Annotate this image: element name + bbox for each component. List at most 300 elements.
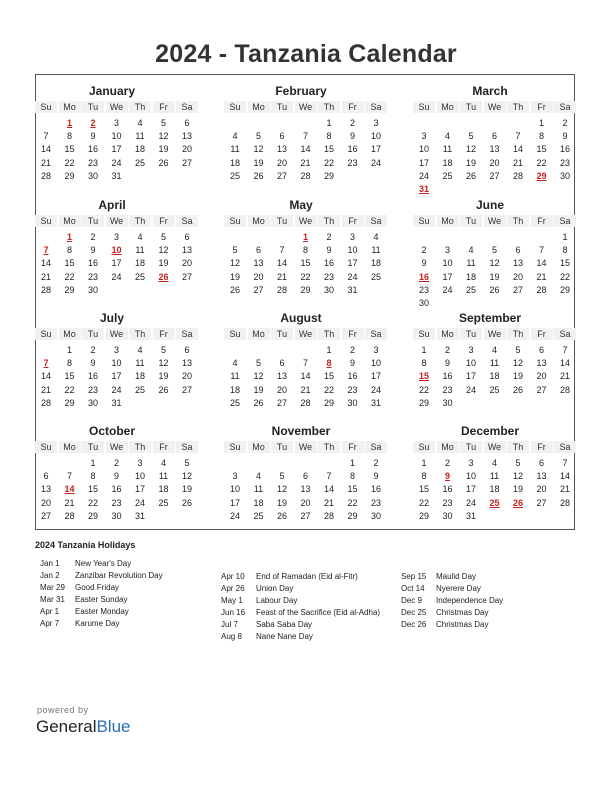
day-cell: 21	[559, 371, 570, 382]
weekday-header: Tu	[460, 441, 482, 453]
day-cell: 20	[512, 271, 523, 282]
weekday-header: Sa	[554, 101, 576, 113]
day-cell: 24	[111, 271, 122, 282]
day-cell: 28	[323, 510, 334, 521]
weekday-header: Tu	[271, 441, 293, 453]
holiday-row	[401, 619, 503, 631]
day-cell: 14	[40, 258, 51, 269]
day-cell: 13	[253, 258, 264, 269]
day-cell: 6	[184, 345, 190, 355]
day-cell: 29	[323, 170, 334, 181]
day-cell: 7	[538, 245, 544, 256]
day-cell: 19	[229, 271, 240, 282]
weekday-header: Sa	[554, 441, 576, 453]
weekday-header: Th	[129, 328, 151, 340]
weekday-header: Tu	[460, 215, 482, 227]
day-cell: 3	[468, 458, 474, 468]
day-cell: 19	[158, 144, 169, 155]
day-cell: 11	[442, 144, 453, 155]
month-name: January	[88, 84, 136, 98]
day-cell: 23	[370, 497, 381, 508]
weekday-header: Th	[318, 101, 340, 113]
day-cell: 20	[276, 157, 287, 168]
weekday-header: Fr	[342, 441, 364, 453]
day-cell: 3	[373, 118, 379, 128]
weekday-header: Mo	[248, 441, 270, 453]
day-cell: 21	[559, 484, 570, 495]
day-cell: 7	[515, 131, 521, 142]
day-cell: 28	[64, 510, 75, 521]
day-cell: 26	[489, 284, 500, 295]
weekday-header: Tu	[460, 101, 482, 113]
day-cell: 10	[370, 131, 381, 142]
day-cell: 2	[562, 118, 568, 128]
day-cell: 7	[326, 471, 332, 482]
day-cell: 21	[40, 271, 51, 282]
day-cell: 7	[279, 245, 285, 256]
weekday-header: Mo	[437, 101, 459, 113]
day-cell: 14	[300, 371, 311, 382]
day-cell: 11	[135, 358, 145, 369]
day-cell: 29	[300, 284, 311, 295]
day-cell: 5	[515, 345, 521, 355]
day-cell: 7	[302, 358, 308, 369]
weekday-header: Fr	[342, 101, 364, 113]
holidays-heading: 2024 Tanzania Holidays	[35, 540, 136, 550]
weekday-header: We	[484, 101, 506, 113]
day-cell: 10	[370, 358, 381, 369]
day-cell: 21	[300, 157, 311, 168]
day-cell: 19	[512, 484, 523, 495]
day-cell: 16	[370, 484, 381, 495]
day-cell: 11	[466, 258, 476, 269]
holiday-column	[401, 571, 503, 631]
day-cell: 6	[491, 131, 497, 142]
day-cell: 24	[229, 510, 240, 521]
weekday-header: Fr	[531, 101, 553, 113]
day-cell: 13	[512, 258, 523, 269]
day-cell: 14	[512, 144, 523, 155]
day-cell: 26	[229, 284, 240, 295]
holiday-date: Apr 7	[40, 619, 60, 628]
day-cell: 9	[562, 131, 568, 142]
day-cell: 13	[276, 144, 287, 155]
day-cell: 24	[134, 497, 145, 508]
day-cell: 24	[111, 157, 122, 168]
weekday-header: Mo	[248, 328, 270, 340]
day-cell: 14	[276, 258, 287, 269]
day-cell: 21	[40, 157, 51, 168]
month-name: May	[289, 198, 313, 212]
weekday-header: Su	[35, 101, 57, 113]
day-cell: 17	[418, 157, 429, 168]
day-cell: 8	[326, 131, 332, 142]
weekday-header: Th	[129, 441, 151, 453]
day-cell: 16	[347, 144, 358, 155]
day-cell: 11	[489, 358, 500, 369]
day-cell: 28	[40, 284, 51, 295]
day-cell: 26	[158, 384, 169, 395]
day-cell: 8	[421, 471, 427, 482]
day-cell: 20	[276, 384, 287, 395]
day-cell: 28	[559, 497, 570, 508]
day-cell: 22	[64, 157, 75, 168]
day-cell: 24	[347, 271, 358, 282]
day-cell: 12	[253, 144, 264, 155]
day-cell: 7	[43, 131, 49, 142]
day-cell: 2	[373, 458, 379, 468]
day-cell: 9	[349, 358, 355, 369]
day-cell: 6	[255, 245, 261, 256]
day-cell: 10	[418, 144, 429, 155]
holiday-name: Nyerere Day	[436, 584, 481, 593]
day-cell: 12	[489, 258, 500, 269]
brand-blue-text: Blue	[96, 717, 131, 736]
day-cell: 12	[181, 471, 192, 482]
holiday-day-cell: 31	[418, 184, 429, 194]
weekday-header: Su	[224, 101, 246, 113]
day-cell: 2	[90, 345, 96, 355]
day-cell: 24	[111, 384, 122, 395]
holiday-date: Jul 7	[221, 620, 238, 629]
day-cell: 15	[87, 484, 98, 495]
day-cell: 2	[444, 458, 450, 468]
day-cell: 25	[253, 510, 264, 521]
holiday-name: Easter Sunday	[75, 595, 128, 604]
day-cell: 5	[255, 358, 261, 369]
holiday-date: Jan 2	[40, 571, 60, 580]
weekday-header: Sa	[365, 101, 387, 113]
day-cell: 8	[538, 131, 544, 142]
day-cell: 4	[232, 358, 238, 369]
day-cell: 1	[326, 118, 332, 128]
day-cell: 23	[111, 497, 122, 508]
day-cell: 2	[349, 345, 355, 355]
day-cell: 9	[444, 358, 450, 369]
day-cell: 21	[323, 497, 334, 508]
day-cell: 17	[111, 258, 122, 269]
holiday-day-cell: 15	[418, 371, 429, 382]
weekday-header: We	[484, 441, 506, 453]
page-title: 2024 - Tanzania Calendar	[155, 40, 457, 68]
holiday-day-cell: 26	[158, 271, 169, 282]
holiday-name: New Year's Day	[75, 559, 132, 568]
weekday-header: Sa	[365, 215, 387, 227]
day-cell: 27	[512, 284, 523, 295]
day-cell: 22	[418, 497, 429, 508]
weekday-header: Tu	[271, 215, 293, 227]
holiday-day-cell: 26	[512, 497, 523, 508]
day-cell: 21	[40, 384, 51, 395]
day-cell: 2	[326, 232, 332, 242]
day-cell: 28	[536, 284, 547, 295]
holiday-row	[40, 606, 163, 618]
day-cell: 28	[512, 170, 523, 181]
weekday-header: Fr	[531, 328, 553, 340]
weekday-header: Su	[413, 215, 435, 227]
month-name: December	[460, 424, 520, 438]
day-cell: 9	[326, 245, 332, 256]
day-cell: 26	[253, 397, 264, 408]
day-cell: 26	[181, 497, 192, 508]
day-cell: 30	[370, 510, 381, 521]
day-cell: 12	[512, 471, 523, 482]
day-cell: 6	[302, 471, 308, 482]
day-cell: 23	[87, 271, 98, 282]
day-cell: 9	[90, 358, 96, 369]
day-cell: 21	[536, 271, 547, 282]
month-name: April	[98, 198, 126, 212]
day-cell: 6	[279, 358, 285, 369]
weekday-header: Su	[35, 215, 57, 227]
weekday-header: Fr	[531, 441, 553, 453]
day-cell: 10	[111, 131, 122, 142]
holiday-name: Karume Day	[75, 619, 120, 628]
holiday-name: Nane Nane Day	[256, 632, 313, 641]
weekday-header: Tu	[82, 441, 104, 453]
day-cell: 5	[255, 131, 261, 142]
holiday-row	[40, 570, 163, 582]
day-cell: 23	[442, 497, 453, 508]
weekday-header: Mo	[437, 215, 459, 227]
day-cell: 4	[137, 232, 143, 242]
weekday-header: Sa	[176, 101, 198, 113]
day-cell: 18	[134, 371, 145, 382]
weekday-header: Su	[224, 215, 246, 227]
weekday-header: Su	[35, 328, 57, 340]
holiday-name: Easter Monday	[75, 607, 129, 616]
weekday-header: Fr	[153, 441, 175, 453]
day-cell: 4	[137, 345, 143, 355]
day-cell: 11	[253, 484, 264, 495]
holiday-day-cell: 8	[326, 358, 332, 369]
day-cell: 16	[347, 371, 358, 382]
day-cell: 28	[276, 284, 287, 295]
day-cell: 30	[442, 397, 453, 408]
day-cell: 25	[465, 284, 476, 295]
day-cell: 5	[160, 118, 166, 128]
day-cell: 8	[90, 471, 96, 482]
weekday-header: Su	[35, 441, 57, 453]
weekday-header: Mo	[437, 441, 459, 453]
day-cell: 4	[373, 232, 379, 242]
weekday-header: Mo	[59, 328, 81, 340]
weekday-header: Tu	[82, 101, 104, 113]
weekday-header: Th	[129, 215, 151, 227]
day-cell: 24	[442, 284, 453, 295]
holiday-row	[40, 594, 163, 606]
day-cell: 23	[442, 384, 453, 395]
holiday-name: Maulid Day	[436, 572, 477, 581]
day-cell: 21	[300, 384, 311, 395]
month-name: March	[472, 84, 508, 98]
day-cell: 26	[512, 384, 523, 395]
day-cell: 31	[134, 510, 145, 521]
day-cell: 15	[418, 484, 429, 495]
day-cell: 18	[465, 271, 476, 282]
weekday-header: Tu	[82, 328, 104, 340]
holiday-row	[221, 571, 380, 583]
holiday-row	[401, 595, 503, 607]
day-cell: 12	[465, 144, 476, 155]
day-cell: 13	[300, 484, 311, 495]
day-cell: 31	[111, 397, 122, 408]
day-cell: 1	[421, 458, 427, 468]
weekday-header: We	[295, 441, 317, 453]
day-cell: 13	[536, 471, 547, 482]
day-cell: 10	[442, 258, 453, 269]
day-cell: 3	[468, 345, 474, 355]
holiday-row	[401, 571, 503, 583]
day-cell: 5	[160, 232, 166, 242]
weekday-header: We	[484, 215, 506, 227]
day-cell: 10	[134, 471, 145, 482]
holiday-date: Mar 29	[40, 583, 65, 592]
holiday-row	[221, 583, 380, 595]
holiday-day-cell: 7	[43, 245, 49, 256]
day-cell: 22	[418, 384, 429, 395]
day-cell: 7	[302, 131, 308, 142]
day-cell: 25	[134, 271, 145, 282]
day-cell: 12	[158, 131, 169, 142]
day-cell: 9	[421, 258, 427, 269]
day-cell: 15	[64, 371, 75, 382]
day-cell: 5	[515, 458, 521, 468]
day-cell: 17	[442, 271, 453, 282]
day-cell: 7	[562, 345, 568, 355]
day-cell: 9	[90, 131, 96, 142]
day-cell: 26	[253, 170, 264, 181]
day-cell: 30	[559, 170, 570, 181]
holiday-date: Sep 15	[401, 572, 427, 581]
day-cell: 28	[40, 397, 51, 408]
day-cell: 11	[230, 371, 240, 382]
weekday-header: Fr	[531, 215, 553, 227]
day-cell: 15	[64, 144, 75, 155]
weekday-header: We	[106, 101, 128, 113]
day-cell: 28	[40, 170, 51, 181]
weekday-header: Su	[224, 328, 246, 340]
holiday-day-cell: 14	[64, 484, 75, 495]
day-cell: 30	[87, 170, 98, 181]
day-cell: 1	[421, 345, 427, 355]
day-cell: 9	[113, 471, 119, 482]
day-cell: 20	[536, 371, 547, 382]
day-cell: 25	[158, 497, 169, 508]
day-cell: 4	[444, 131, 450, 142]
weekday-header: We	[106, 441, 128, 453]
holiday-row	[40, 582, 163, 594]
day-cell: 6	[184, 118, 190, 128]
day-cell: 20	[181, 258, 192, 269]
day-cell: 12	[158, 358, 169, 369]
day-cell: 20	[489, 157, 500, 168]
day-cell: 3	[113, 345, 119, 355]
day-cell: 18	[442, 157, 453, 168]
day-cell: 25	[229, 397, 240, 408]
day-cell: 19	[489, 271, 500, 282]
holiday-row	[40, 558, 163, 570]
day-cell: 7	[562, 458, 568, 468]
holiday-name: Feast of the Sacrifice (Eid al-Adha)	[256, 608, 381, 617]
day-cell: 12	[158, 245, 169, 256]
month-name: July	[99, 311, 124, 325]
day-cell: 15	[300, 258, 311, 269]
day-cell: 30	[323, 284, 334, 295]
weekday-header: We	[295, 215, 317, 227]
holiday-date: Aug 8	[221, 632, 242, 641]
day-cell: 26	[158, 157, 169, 168]
holiday-name: Christmas Day	[436, 620, 489, 629]
day-cell: 10	[229, 484, 240, 495]
day-cell: 22	[323, 157, 334, 168]
day-cell: 23	[347, 157, 358, 168]
weekday-header: Th	[318, 215, 340, 227]
day-cell: 2	[349, 118, 355, 128]
generalblue-logo[interactable]	[36, 717, 131, 737]
day-cell: 19	[253, 157, 264, 168]
day-cell: 6	[43, 471, 49, 482]
day-cell: 31	[111, 170, 122, 181]
day-cell: 11	[489, 471, 500, 482]
day-cell: 30	[347, 397, 358, 408]
day-cell: 12	[512, 358, 523, 369]
day-cell: 15	[323, 144, 334, 155]
day-cell: 18	[134, 258, 145, 269]
holiday-name: Saba Saba Day	[256, 620, 313, 629]
weekday-header: Sa	[176, 215, 198, 227]
day-cell: 18	[229, 384, 240, 395]
weekday-header: Tu	[460, 328, 482, 340]
day-cell: 15	[64, 258, 75, 269]
day-cell: 18	[229, 157, 240, 168]
day-cell: 11	[135, 131, 145, 142]
day-cell: 5	[279, 471, 285, 482]
day-cell: 4	[491, 345, 497, 355]
holiday-name: Union Day	[256, 584, 294, 593]
day-cell: 27	[276, 170, 287, 181]
day-cell: 2	[113, 458, 119, 468]
day-cell: 31	[347, 284, 358, 295]
day-cell: 23	[418, 284, 429, 295]
day-cell: 7	[66, 471, 72, 482]
day-cell: 29	[347, 510, 358, 521]
day-cell: 31	[370, 397, 381, 408]
holiday-name: Christmas Day	[436, 608, 489, 617]
day-cell: 11	[135, 245, 145, 256]
day-cell: 5	[160, 345, 166, 355]
day-cell: 19	[158, 258, 169, 269]
day-cell: 13	[489, 144, 500, 155]
day-cell: 14	[559, 358, 570, 369]
day-cell: 28	[300, 170, 311, 181]
day-cell: 27	[181, 271, 192, 282]
day-cell: 8	[349, 471, 355, 482]
day-cell: 3	[421, 131, 427, 142]
day-cell: 10	[111, 358, 122, 369]
weekday-header: Mo	[59, 441, 81, 453]
day-cell: 27	[300, 510, 311, 521]
day-cell: 16	[87, 144, 98, 155]
day-cell: 25	[442, 170, 453, 181]
day-cell: 21	[276, 271, 287, 282]
day-cell: 3	[232, 471, 238, 482]
day-cell: 18	[158, 484, 169, 495]
day-cell: 29	[64, 284, 75, 295]
weekday-header: Su	[413, 101, 435, 113]
day-cell: 29	[64, 170, 75, 181]
day-cell: 27	[181, 384, 192, 395]
